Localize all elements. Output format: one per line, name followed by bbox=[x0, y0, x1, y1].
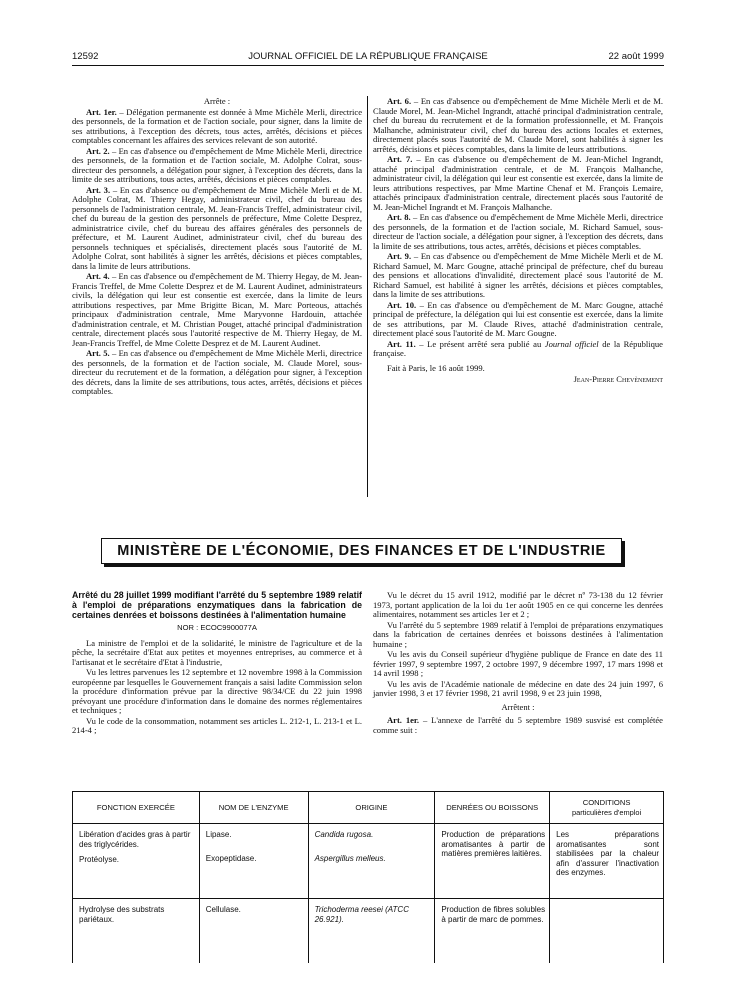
table-header: DENRÉES OU BOISSONS bbox=[435, 792, 550, 824]
journal-title: JOURNAL OFFICIEL DE LA RÉPUBLIQUE FRANÇAISE bbox=[248, 51, 488, 62]
table-cell: Cellulase. bbox=[199, 899, 308, 950]
table-cell: Les préparations aromatisantes sont stabilisées par la chaleur afin d'assurer l'inactivation des enzymes. bbox=[550, 824, 664, 899]
table-cell: Production de fibres solubles à partir de marc de pommes. bbox=[435, 899, 550, 950]
decree2-title: Arrêté du 28 juillet 1999 modifiant l'arrêté du 5 septembre 1989 relatif à l'emploi de préparations enzymatiques dans la fabrication de certaines denrées et boissons destinées à l'alimentation humaine bbox=[72, 590, 362, 620]
decree2-paragraph: Vu le décret du 15 avril 1912, modifié par le décret nº 73-138 du 12 février 1973, portant application de la loi du 1er août 1905 en ce qui concerne les denrées alimentaires, notamment ses articles 1er et 2 ; bbox=[373, 590, 663, 619]
article-2: Art. 2. – En cas d'absence ou d'empêchement de Mme Michèle Merli, directrice des personnels, de la formation et de l'action sociale, M. Adolphe Colrat, sous-directeur des personnels, a délégation pour signer, à l'exception des décrets, dans la limite de ses attributions, tous actes, arrêtés, décisions et pièces comptables. bbox=[72, 145, 362, 184]
decree2-right-column bbox=[373, 591, 663, 735]
table-cell: Candida rugosa. Aspergillus melleus. bbox=[308, 824, 435, 899]
article-1: Art. 1er. – Délégation permanente est donnée à Mme Michèle Merli, directrice des personnels, de la formation et de l'action sociale, pour signer, dans la limite de ses attributions, à l'exception des décrets, tous actes, arrêtés, décisions et pièces comptables concernant les affaires des services relevant de son autorité. bbox=[72, 106, 362, 145]
table-cell: Trichoderma reesei (ATCC 26.921). bbox=[308, 899, 435, 950]
page-header bbox=[72, 51, 664, 65]
table-row bbox=[73, 899, 664, 950]
article-10: Art. 10. – En cas d'absence ou d'empêchement de M. Marc Gougne, attaché principal de préfecture, la délégation qui lui est consentie est exercée, dans la limite de ses attributions, par M. Claude Rives, attaché d'administration centrale, directement placé sous l'autorité de M. Marc Gougne. bbox=[373, 299, 663, 338]
issue-date: 22 août 1999 bbox=[608, 51, 664, 62]
table-header-row bbox=[73, 792, 664, 824]
table-header: FONCTION EXERCÉE bbox=[73, 792, 200, 824]
article-6: Art. 6. – En cas d'absence ou d'empêchement de Mme Michèle Merli et de M. Claude Morel, M. Jean-Michel Ingrandt, attaché principal d'administration centrale, chef du bureau du recrutement et de la formation professionnelle, et M. François Malhanche, administrateur civil, chef du bureau des actions locales et externes, directement placés sous l'autorité de M. Claude Morel, sont habilités à signer les arrêtés, décisions et pièces comptables, dans la limite de leurs attributions. bbox=[373, 96, 663, 154]
table-cell: Libération d'acides gras à partir des triglycérides. Protéolyse. bbox=[73, 824, 200, 899]
table-cell bbox=[550, 899, 664, 950]
table-cell: Lipase. Exopeptidase. bbox=[199, 824, 308, 899]
signature: Jean-Pierre Chevènement bbox=[573, 374, 663, 384]
table-cell: Hydrolyse des substrats pariétaux. bbox=[73, 899, 200, 950]
decree2-paragraph: Vu l'arrêté du 5 septembre 1989 relatif à l'emploi de préparations enzymatiques dans la fabrication de certaines denrées et boissons destinées à l'alimentation humaine ; bbox=[373, 619, 663, 649]
table-row bbox=[73, 824, 664, 899]
page-number: 12592 bbox=[72, 51, 99, 62]
article-4: Art. 4. – En cas d'absence ou d'empêchement de M. Thierry Hegay, de M. Jean-Francis Treffel, de Mme Colette Desprez et de M. Laurent Audinet, administrateurs civils, la délégation qui leur est consentie est exercée, dans la limite de leurs attributions respectives, par Mme Brigitte Bican, M. Marc Porteous, attachés principaux d'administration centrale, Mme Maryvonne Hardouin, attachée d'administration centrale, et M. Christian Pouget, attaché principal d'administration centrale, directement placés sous l'autorité respective de M. Thierry Hegay, de M. Jean-Francis Treffel, de Mme Colette Desprez et de M. Laurent Audinet. bbox=[72, 271, 363, 348]
table-row-continuation bbox=[73, 949, 664, 963]
decree2-paragraph: Vu les avis de l'Académie nationale de médecine en date des 24 juin 1997, 6 janvier 1998, 3 et 17 février 1998, 21 avril 1998, 9 et 23 juin 1998, bbox=[373, 678, 663, 698]
decree1-left-column bbox=[72, 97, 362, 397]
arretent-label: Arrêtent : bbox=[501, 701, 535, 712]
arrete-label: Arrête : bbox=[203, 96, 231, 106]
article-11: Art. 11. – Le présent arrêté sera publié au Journal officiel de la République française. bbox=[373, 338, 663, 358]
nor-reference: NOR : ECOC9900077A bbox=[177, 623, 257, 633]
ministry-banner: MINISTÈRE DE L'ÉCONOMIE, DES FINANCES ET DE L'INDUSTRIE bbox=[101, 538, 622, 564]
article-3: Art. 3. – En cas d'absence ou d'empêchement de Mme Michèle Merli et de M. Adolphe Colrat, M. Thierry Hegay, administrateur civil, chef du bureau des personnels de l'administration centrale, M. Jean-Francis Treffel, administrateur civil, chef du bureau de la gestion des personnels de préfecture, Mme Colette Desprez, administratrice civile, chef du bureau des affaires générales des personnels de préfecture, et M. Laurent Audinet, administrateur civil, chef du bureau des personnels techniques et spécialisés, directement placés sous l'autorité de M. Adolphe Colrat, sont habilités à signer les arrêtés, décisions et pièces comptables, dans la limite de leurs attributions. bbox=[72, 184, 362, 271]
done-at: Fait à Paris, le 16 août 1999. bbox=[387, 362, 485, 373]
article-7: Art. 7. – En cas d'absence ou d'empêchement de M. Jean-Michel Ingrandt, attaché principal d'administration centrale, et de M. François Malhanche, administrateur civil, la délégation qui leur est consentie est exercée, dans la limite de leurs attributions respectives, par Mme Martine Chenaf et M. François Lemaire, attachés principaux d'administration centrale, directement placés sous l'autorité de M. Jean-Michel Ingrandt et M. François Malhanche. bbox=[373, 154, 663, 212]
article-8: Art. 8. – En cas d'absence ou d'empêchement de Mme Michèle Merli, directrice des personnels, de la formation et de l'action sociale, M. Richard Samuel, sous-directeur de l'action sociale, a délégation pour signer, à l'exception des décrets, dans la limite de ses attributions, tous actes, arrêtés, décisions et pièces comptables. bbox=[373, 212, 663, 251]
header-rule bbox=[72, 65, 664, 66]
article-5: Art. 5. – En cas d'absence ou d'empêchement de Mme Michèle Merli, directrice des personnels, de la formation et de l'action sociale, M. Claude Morel, sous-directeur du recrutement et de la formation, a délégation pour signer, à l'exception des décrets, dans la limite de ses attributions, tous actes, arrêtés, décisions et pièces comptables. bbox=[72, 348, 362, 396]
decree2-paragraph: Vu le code de la consommation, notamment ses articles L. 212-1, L. 213-1 et L. 214-4 ; bbox=[72, 715, 362, 736]
table-header: CONDITIONS particulières d'emploi bbox=[550, 792, 664, 824]
table-header: NOM DE L'ENZYME bbox=[199, 792, 308, 824]
enzyme-table bbox=[72, 791, 664, 963]
decree2-article-1: Art. 1er. – L'annexe de l'arrêté du 5 septembre 1989 susvisé est complétée comme suit : bbox=[373, 715, 663, 735]
decree2-paragraph: Vu les lettres parvenues les 12 septembre et 12 novembre 1998 à la Commission européenne par lesquelles le Gouvernement français a saisi ladite Commission selon la procédure d'information prévue par la directive 98/34/CE du 22 juin 1998 prévoyant une procédure d'information dans le domaine des normes réglementaires et techniques ; bbox=[72, 667, 362, 716]
decree1-right-column bbox=[373, 97, 663, 385]
table-header: ORIGINE bbox=[308, 792, 435, 824]
decree2-paragraph: Vu les avis du Conseil supérieur d'hygiène publique de France en date des 11 février 1997, 9 septembre 1997, 2 octobre 1997, 9 décembre 1997, 17 mars 1998 et 14 avril 1998 ; bbox=[373, 649, 663, 678]
decree2-paragraph: La ministre de l'emploi et de la solidarité, le ministre de l'agriculture et de la pêche, la secrétaire d'Etat aux petites et moyennes entreprises, au commerce et à l'artisanat et le secrétaire d'Etat à l'industrie, bbox=[72, 637, 362, 667]
table-cell: Production de préparations aromatisantes à partir de matières premières laitières. bbox=[435, 824, 550, 899]
column-divider bbox=[367, 96, 368, 497]
decree2-left-column bbox=[72, 591, 362, 736]
article-9: Art. 9. – En cas d'absence ou d'empêchement de Mme Michèle Merli et de M. Richard Samuel, M. Marc Gougne, attaché principal de préfecture, chef du bureau des pensions et allocations d'invalidité, directement placé sous l'autorité de M. Richard Samuel, est habilité à signer les arrêtés, décisions et pièces comptables, dans la limite de ses attributions. bbox=[373, 251, 663, 299]
